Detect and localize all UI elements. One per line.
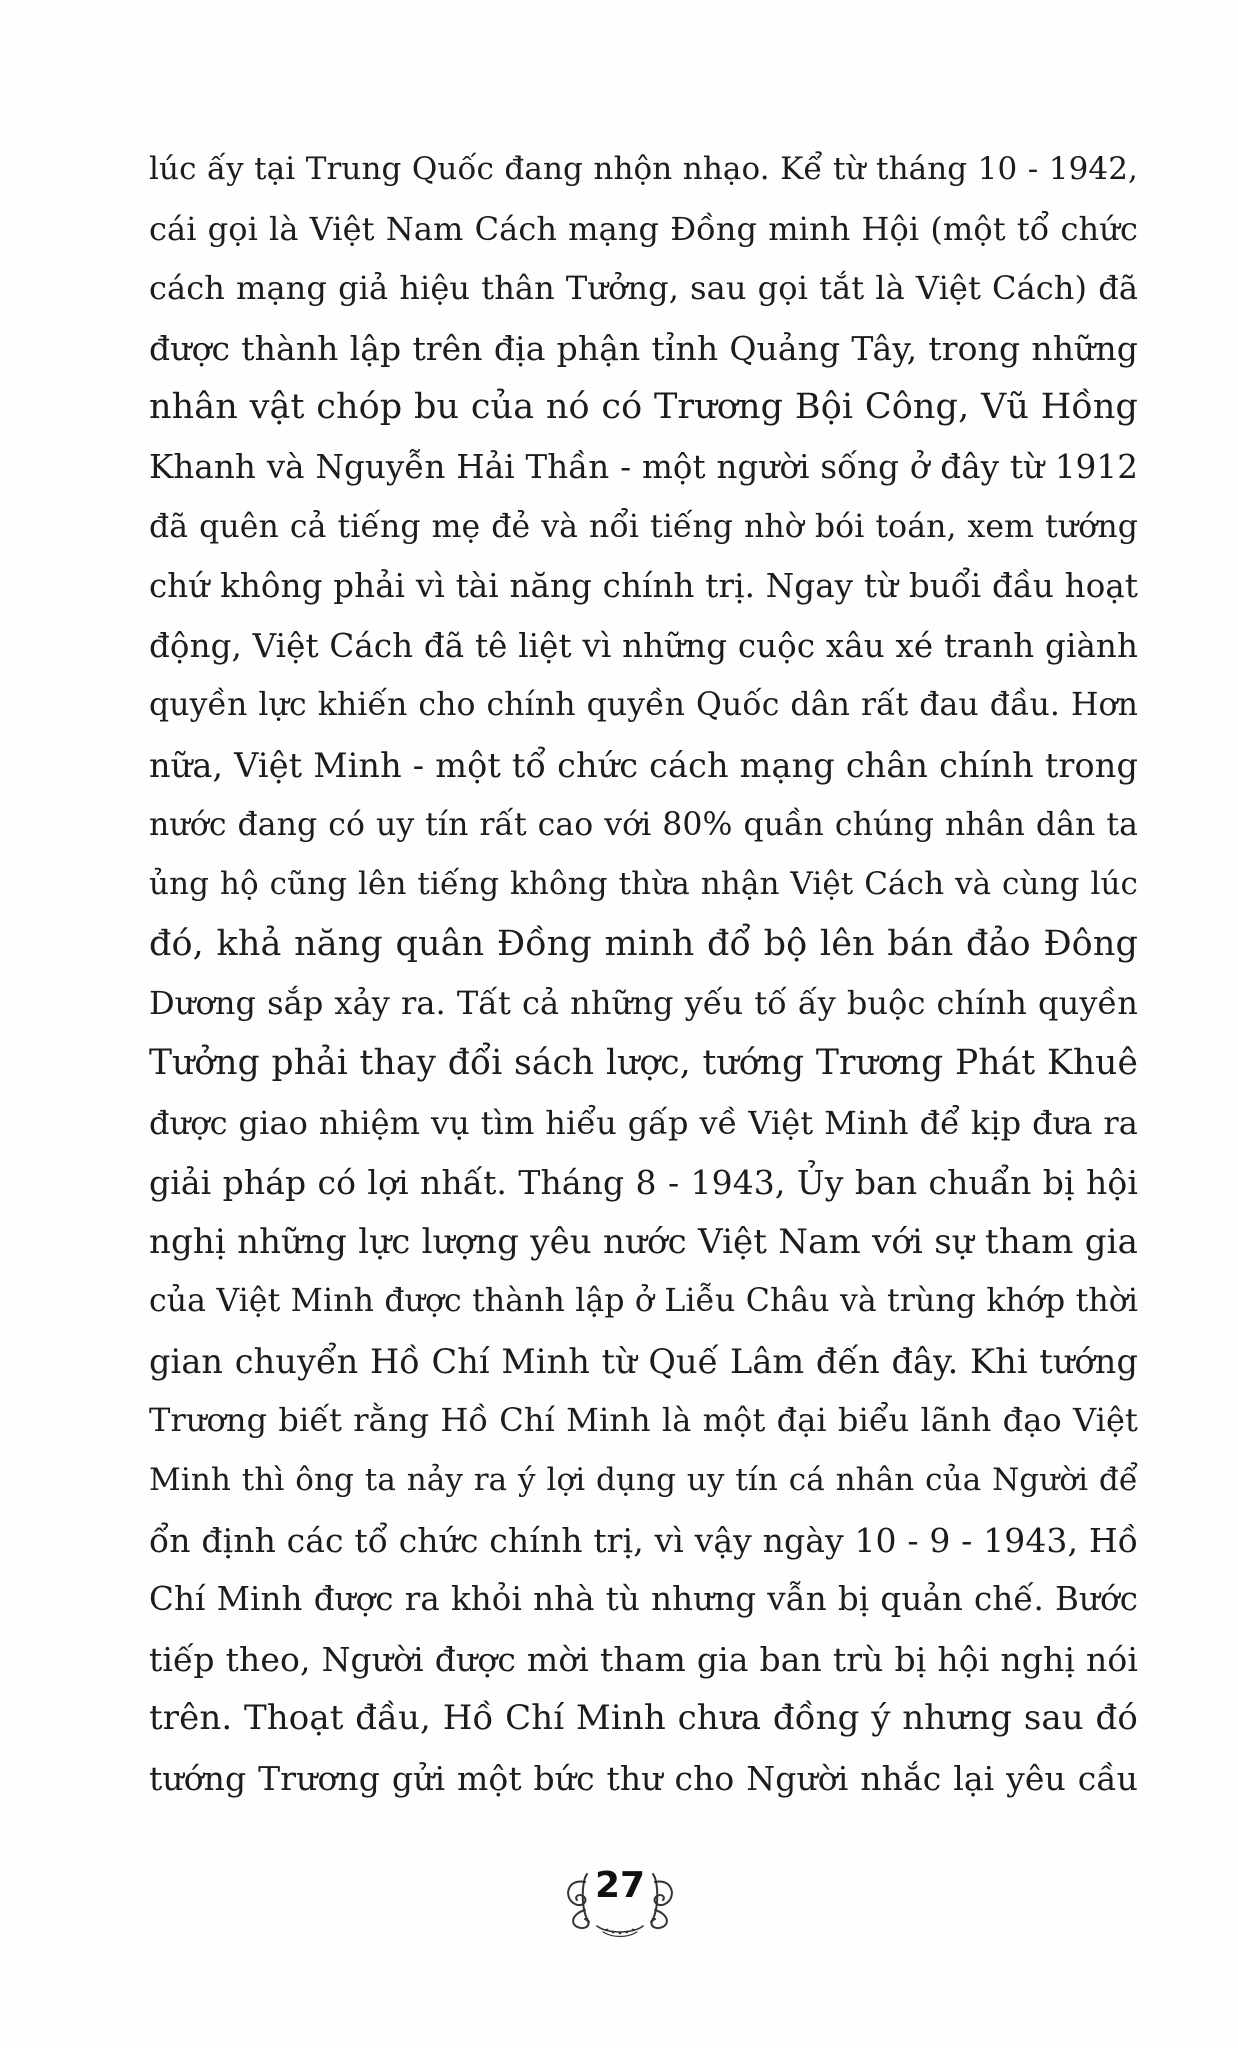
text-line: nhân vật chóp bu của nó có Trương Bội Công, Vũ Hồng xyxy=(149,387,1138,428)
page-number-ornament xyxy=(555,1852,685,1942)
text-line: ủng hộ cũng lên tiếng không thừa nhận Việt Cách và cùng lúc xyxy=(149,866,1138,903)
text-line: giải pháp có lợi nhất. Tháng 8 - 1943, Ủy ban chuẩn bị hội xyxy=(149,1163,1138,1203)
text-line: Tưởng phải thay đổi sách lược, tướng Trương Phát Khuê xyxy=(149,1042,1138,1083)
text-line: Chí Minh được ra khỏi nhà tù nhưng vẫn bị quản chế. Bước xyxy=(149,1580,1138,1619)
text-line: ổn định các tổ chức chính trị, vì vậy ngày 10 - 9 - 1943, Hồ xyxy=(149,1520,1138,1560)
text-line: tiếp theo, Người được mời tham gia ban trù bị hội nghị nói xyxy=(149,1639,1138,1679)
text-line: được thành lập trên địa phận tỉnh Quảng Tây, trong những xyxy=(149,328,1138,368)
text-line: của Việt Minh được thành lập ở Liễu Châu và trùng khớp thời xyxy=(149,1283,1138,1320)
text-line: Trương biết rằng Hồ Chí Minh là một đại biểu lãnh đạo Việt xyxy=(149,1401,1138,1440)
page-number: 27 xyxy=(594,1865,646,1906)
text-line: được giao nhiệm vụ tìm hiểu gấp về Việt Minh để kịp đưa ra xyxy=(149,1103,1138,1142)
text-line: tướng Trương gửi một bức thư cho Người nhắc lại yêu cầu xyxy=(149,1759,1138,1799)
text-line: cái gọi là Việt Nam Cách mạng Đồng minh Hội (một tổ chức xyxy=(149,209,1138,248)
text-line: chứ không phải vì tài năng chính trị. Ngay từ buổi đầu hoạt xyxy=(149,567,1138,606)
text-line: nghị những lực lượng yêu nước Việt Nam với sự tham gia xyxy=(149,1221,1138,1262)
text-line: Minh thì ông ta nảy ra ý lợi dụng uy tín cá nhân của Người để xyxy=(149,1462,1138,1499)
text-line: quyền lực khiến cho chính quyền Quốc dân rất đau đầu. Hơn xyxy=(149,687,1138,724)
body-text xyxy=(149,140,1138,1809)
text-line: lúc ấy tại Trung Quốc đang nhộn nhạo. Kể từ tháng 10 - 1942, xyxy=(149,151,1138,187)
text-line: đó, khả năng quân Đồng minh đổ bộ lên bán đảo Đông xyxy=(149,923,1138,964)
text-line: cách mạng giả hiệu thân Tưởng, sau gọi tắt là Việt Cách) đã xyxy=(149,269,1138,308)
text-line: nước đang có uy tín rất cao với 80% quần chúng nhân dân ta xyxy=(149,806,1138,843)
text-line: gian chuyển Hồ Chí Minh từ Quế Lâm đến đây. Khi tướng xyxy=(149,1341,1138,1381)
text-line: động, Việt Cách đã tê liệt vì những cuộc xâu xé tranh giành xyxy=(149,626,1138,665)
text-line: nữa, Việt Minh - một tổ chức cách mạng chân chính trong xyxy=(149,745,1138,785)
text-line: Dương sắp xảy ra. Tất cả những yếu tố ấy buộc chính quyền xyxy=(149,984,1138,1023)
text-line: trên. Thoạt đầu, Hồ Chí Minh chưa đồng ý nhưng sau đó xyxy=(149,1698,1138,1739)
text-line: đã quên cả tiếng mẹ đẻ và nổi tiếng nhờ bói toán, xem tướng xyxy=(149,508,1138,545)
text-line: Khanh và Nguyễn Hải Thần - một người sống ở đây từ 1912 xyxy=(149,447,1138,486)
